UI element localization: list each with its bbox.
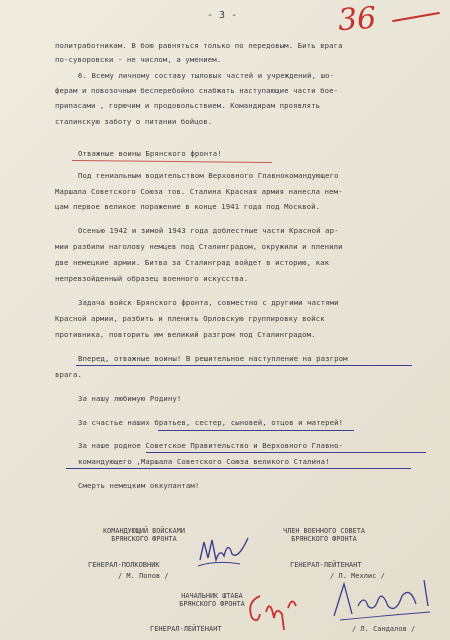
- text-line: по-суворовски - не числом, а умением.: [55, 55, 222, 64]
- popov-signature: [196, 530, 256, 580]
- heading-line: Отважные воины Брянского фронта!: [78, 149, 222, 158]
- chief-of-staff-rank: ГЕНЕРАЛ-ЛЕЙТЕНАНТ: [150, 625, 222, 633]
- text-line: ферам и повозочным бесперебойно снабжать наступающие части бое-: [55, 86, 339, 95]
- text-line: За счастье наших братьев, сестер, сыновей, отцов и матерей!: [78, 418, 344, 427]
- text-line: Под гениальным водительством Верховного Главнокомандующего: [78, 171, 339, 180]
- commander-name: / М. Попов /: [118, 572, 169, 580]
- mekhlis-signature: [330, 576, 440, 626]
- page-number: - 3 -: [207, 10, 238, 21]
- text-line: противника, повторить им великий разгром под Сталинградом.: [55, 330, 316, 339]
- text-line: Задача войск Брянского фронта, совместно с другими частями: [78, 298, 339, 307]
- text-line: командующего ,Маршала Советского Союза великого Сталина!: [78, 457, 330, 466]
- blue-underline: [76, 365, 412, 366]
- text-line: цам первое великое поражение в конце 1941 года под Москвой.: [55, 202, 321, 211]
- text-line: За наше родное Советское Правительство и Верховного Главно-: [78, 441, 344, 450]
- chief-of-staff-title: НАЧАЛЬНИК ШТАБА БРЯНСКОГО ФРОНТА: [179, 592, 245, 608]
- text-line: Вперед, отважные воины! В решительное наступление на разгром: [78, 354, 348, 363]
- red-underline: [72, 160, 272, 163]
- council-member-name: / Л. Мехлис /: [330, 572, 385, 580]
- text-line: Маршала Советского Союза тов. Сталина Красная армия нанесла нем-: [55, 187, 343, 196]
- archive-number: 36: [336, 0, 378, 39]
- text-line: две немецкие армии. Битва за Сталинград войдет в историю, как: [55, 258, 330, 267]
- text-line: врага.: [55, 370, 82, 379]
- blue-underline: [158, 430, 354, 431]
- text-line: 6. Всему личному составу тыловых частей и учреждений, шо-: [78, 71, 335, 80]
- blue-underline: [146, 452, 426, 453]
- commander-rank: ГЕНЕРАЛ-ПОЛКОВНИК: [88, 561, 160, 569]
- commander-title: КОМАНДУЮЩИЙ ВОЙСКАМИ БРЯНСКОГО ФРОНТА: [103, 527, 185, 543]
- blue-underline: [66, 468, 411, 469]
- council-member-title: ЧЛЕН ВОЕННОГО СОВЕТА БРЯНСКОГО ФРОНТА: [283, 527, 365, 543]
- text-line: За нашу любимую Родину!: [78, 394, 182, 403]
- text-line: Смерть немецким оккупантам!: [78, 481, 200, 490]
- council-member-rank: ГЕНЕРАЛ-ЛЕЙТЕНАНТ: [290, 561, 362, 569]
- text-line: Осенью 1942 и зимой 1943 года доблестные части Красной ар-: [78, 226, 339, 235]
- sandalov-signature: [244, 584, 304, 640]
- text-line: Красной армии, разбить и пленить Орловскую группировку войск: [55, 314, 325, 323]
- text-line: припасами , горючим и продовольствием. Командирам проявлять: [55, 101, 321, 110]
- text-line: мии разбили наголову немцев под Сталинградом, окружили и пленили: [55, 242, 343, 251]
- text-line: непревзойденный образец военного искусства.: [55, 274, 249, 283]
- archive-number-dash: [392, 12, 440, 22]
- text-line: политработникам. В бою равняться только по передовым. Бить врага: [55, 41, 343, 50]
- chief-of-staff-name: / Л. Сандалов /: [352, 625, 416, 633]
- text-line: сталинскую заботу о питании бойцов.: [55, 117, 213, 126]
